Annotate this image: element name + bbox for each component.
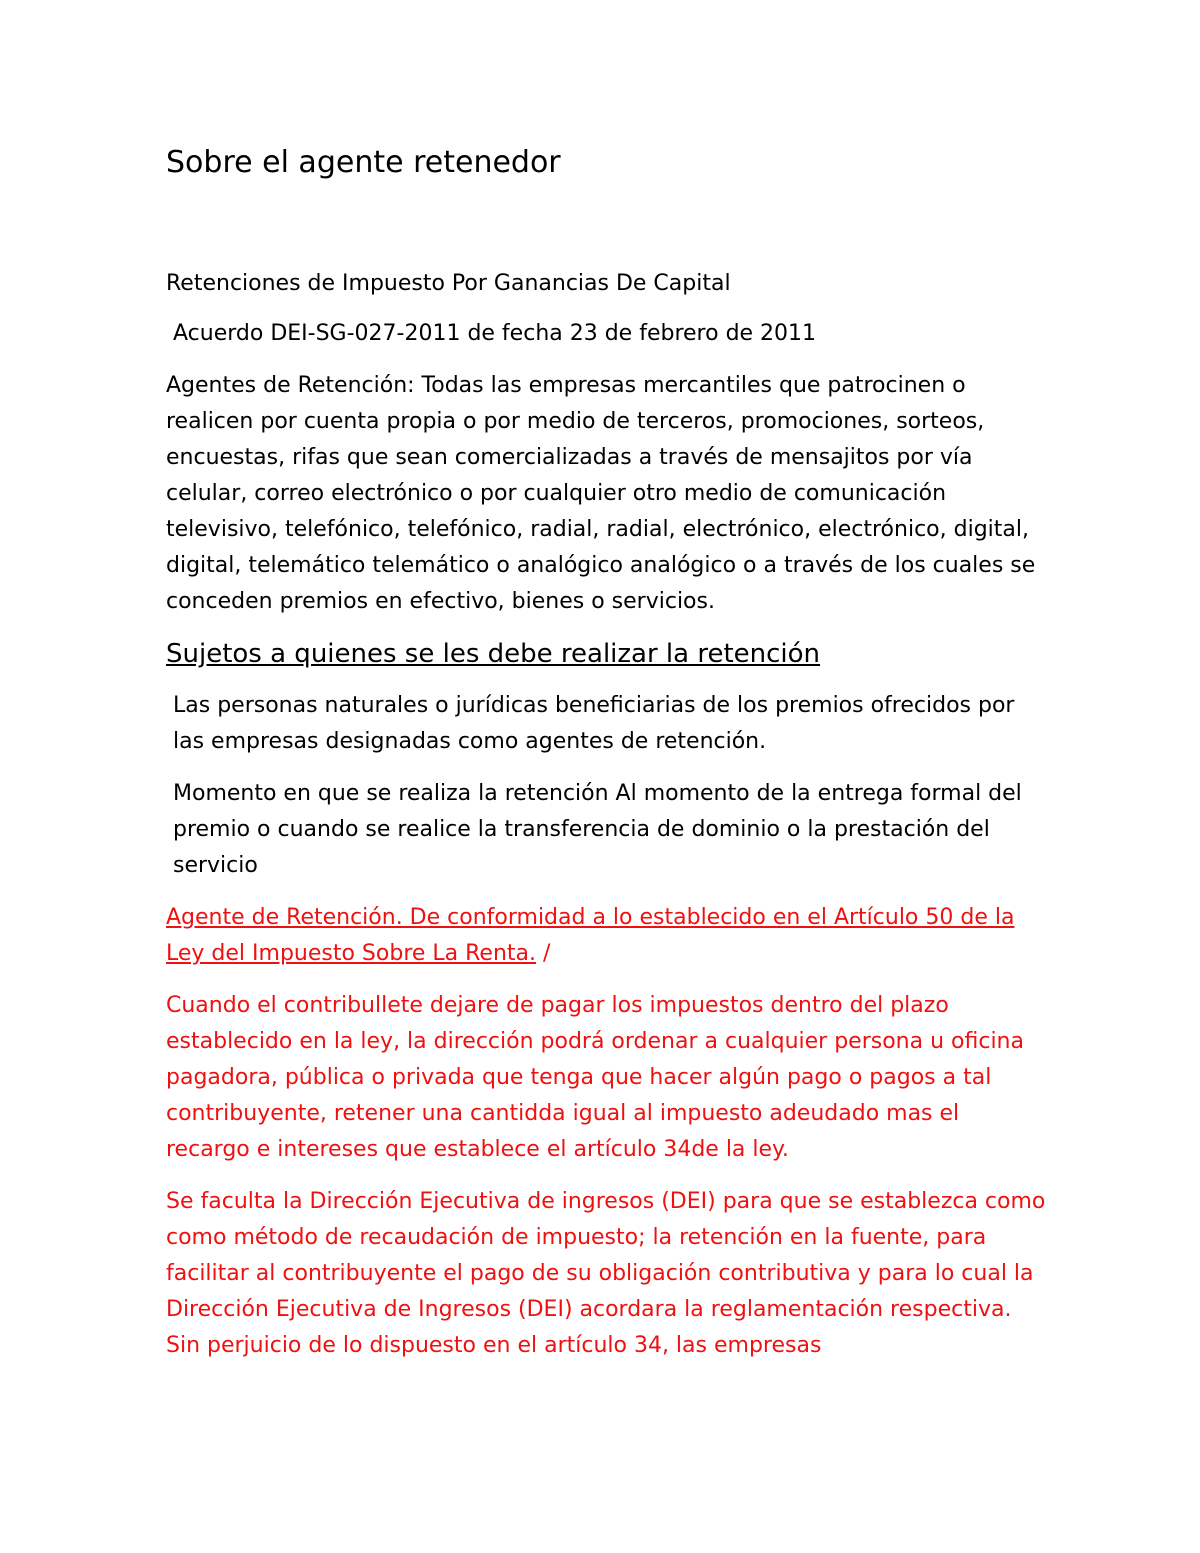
agents-paragraph: Agentes de Retención: Todas las empresas mercantiles que patrocinen o realicen por cuenta propia o por medio de terceros, promociones, sorteos, encuestas, rifas que sean comercializadas a través de mensajitos por vía celular, correo electrónico o por cualquier otro medio de comunicación televisivo, telefónico, telefónico, radial, radial, electrónico, electrónico, digital, digital, telemático telemático o analógico analógico o a través de los cuales se conceden premios en efectivo, bienes o servicios. [166, 373, 1036, 614]
section-heading: Sujetos a quienes se les debe realizar la retención [166, 639, 821, 669]
subjects-paragraph: Las personas naturales o jurídicas beneficiarias de los premios ofrecidos por las empresas designadas como agentes de retención. [173, 693, 1015, 754]
red-paragraph-2: Se faculta la Dirección Ejecutiva de ingresos (DEI) para que se establezca como como método de recaudación de impuesto; la retención en la fuente, para facilitar al contribuyente el pago de su obligación contributiva y para lo cual la Dirección Ejecutiva de Ingresos (DEI) acordara la reglamentación respectiva. Sin perjuicio de lo dispuesto en el artículo 34, las empresas [166, 1189, 1046, 1358]
document-body [166, 266, 1046, 1364]
moment-paragraph: Momento en que se realiza la retención Al momento de la entrega formal del premio o cuando se realice la transferencia de dominio o la prestación del servicio [173, 781, 1022, 878]
page-title: Sobre el agente retenedor [166, 145, 561, 180]
legal-reference-link[interactable]: Agente de Retención. De conformidad a lo establecido en el Artículo 50 de la Ley del Impuesto Sobre La Renta. [166, 905, 1015, 966]
legal-reference-suffix: / [536, 941, 551, 966]
agreement-line: Acuerdo DEI-SG-027-2011 de fecha 23 de febrero de 2011 [173, 321, 817, 346]
red-paragraph-1: Cuando el contribullete dejare de pagar los impuestos dentro del plazo establecido en la ley, la dirección podrá ordenar a cualquier persona u oficina pagadora, pública o privada que tenga que hacer algún pago o pagos a tal contribuyente, retener una cantidda igual al impuesto adeudado mas el recargo e intereses que establece el artículo 34de la ley. [166, 993, 1024, 1162]
subtitle: Retenciones de Impuesto Por Ganancias De Capital [166, 271, 731, 296]
legal-reference [166, 900, 1046, 972]
